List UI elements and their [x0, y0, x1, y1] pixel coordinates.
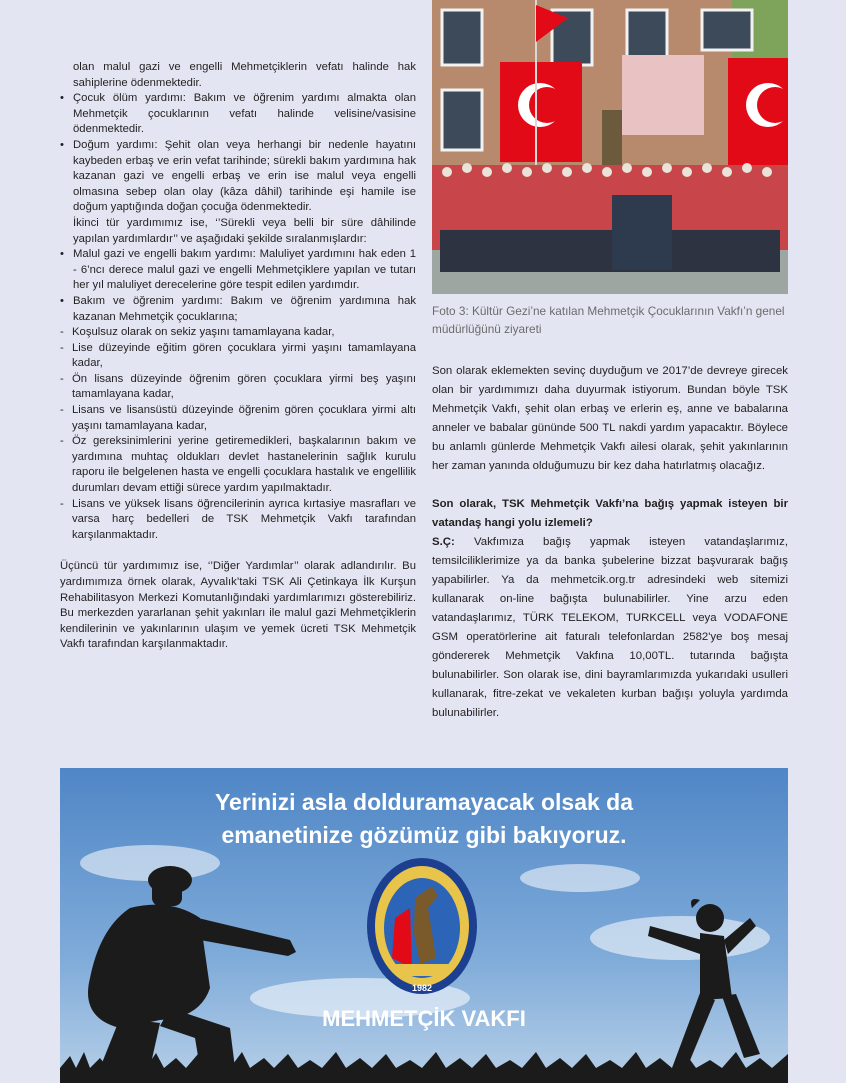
- bullet-item: • Çocuk ölüm yardımı: Bakım ve öğrenim yardımı almakta olan Mehmetçik çocuklarının vefatı halinde velisine/vasisine ödenmektedir.: [60, 92, 416, 136]
- paragraph: olan malul gazi ve engelli Mehmetçiklerin vefatı halinde hak sahiplerine ödenmektedir.: [73, 61, 416, 89]
- dash-item: - Koşulsuz olarak on sekiz yaşını tamamlayana kadar,: [60, 326, 335, 339]
- bullet-item: • Bakım ve öğrenim yardımı: Bakım ve öğrenim yardımına hak kazanan Mehmetçik çocuklarına;: [60, 294, 416, 323]
- logo-year: 1982: [411, 983, 433, 993]
- paragraph: İkinci tür yardımımız ise, ‘’Sürekli veya belli bir süre dâhilinde yapılan yardımlardır’’ ve aşağıdaki şekilde sıralanmışlardır:: [73, 216, 416, 245]
- interview-answer: S.Ç: Vakfımıza bağış yapmak isteyen vatandaşlarımız, temsilciliklerimize ya da banka şubelerine bizzat başvurarak bağış yapabilirler. Ya da mehmetcik.org.tr adresindeki web sitemizi kullanarak on-line bağışta bulunabilirler. Yine arzu eden vatandaşlarımız, TÜRK TELEKOM, TURKCELL veya VODAFONE GSM operatörlerine ait faturalı telefonlardan 2582'ye boş mesaj göndererek Mehmetçik Vakfına 10,00TL. tutarında bağışta bulunabilirler. Son olarak ise, dini bayramlarımızda yukarıdaki usulleri kullanarak, fitre-zekat ve vekaleten kurban bağışı yoluyla yardımda bulunabilirler.: [432, 536, 788, 719]
- bullet-item: • Doğum yardımı: Şehit olan veya herhangi bir nedenle hayatını kaybeden erbaş ve erin vefat tarihinde; sürekli bakım yardımına hak kazanan gazi ve engelli erbaş ve erin ise malul veya engelli olmasına sebep olan olay (kâza dâhil) tarihinde eşi hamile ise doğum yaptığında doğan çocuğa ödenmektedir.: [60, 138, 416, 214]
- dash-item: - Ön lisans düzeyinde öğrenim gören çocuklara yirmi beş yaşını tamamlayana kadar,: [60, 372, 416, 401]
- dash-item: - Lisans ve lisansüstü düzeyinde öğrenim gören çocuklara yirmi altı yaşını tamamlayana kadar,: [60, 404, 416, 432]
- dash-item: - Öz gereksinimlerini yerine getiremedikleri, başkalarının bakım ve yardımına muhtaç oldukları devlet hastanelerinin sağlık kurulu raporu ile belgelenen hasta ve engelli çocuklara hastalık ve engellilik durumları devam ettiği sürece yardım yapılmaktadır.: [60, 435, 416, 495]
- dash-item: - Lise düzeyinde eğitim gören çocuklara yirmi yaşını tamamlayana kadar,: [60, 341, 416, 370]
- ad-banner: [60, 768, 788, 1083]
- group-photo: [432, 0, 788, 294]
- organization-name: MEHMETÇİK VAKFI: [322, 1006, 526, 1031]
- interview-question: Son olarak, TSK Mehmetçik Vakfı’na bağış yapmak isteyen bir vatandaş hangi yolu izlemeli?: [432, 498, 788, 529]
- left-column: [60, 60, 416, 653]
- photo-caption: Foto 3: Kültür Gezi’ne katılan Mehmetçik Çocuklarının Vakfı’n genel müdürlüğünü ziyareti: [432, 304, 785, 336]
- banner-headline: Yerinizi asla dolduramayacak olsak da emanetinize gözümüz gibi bakıyoruz.: [214, 789, 634, 848]
- paragraph: Son olarak eklemekten sevinç duyduğum ve 2017’de devreye girecek olan bir yardımımızı daha duyurmak istiyorum. Bundan böyle TSK Mehmetçik Vakfı, şehit olan erbaş ve erlerin eş, anne ve babalarına anneler ve babalar gününde 500 TL nakdi yardım yapacaktır. Böylece bu anlamlı günlerde Mehmetçik Vakfı ailesi olarak, şehit yakınlarının her zaman yanında olduğumuzu bir kez daha hatırlatmış olacağız.: [432, 365, 788, 472]
- dash-item: - Lisans ve yüksek lisans öğrencilerinin ayrıca kırtasiye masrafları ve varsa harç bedelleri de TSK Mehmetçik Vakfı tarafından karşılanmaktadır.: [60, 497, 416, 541]
- vakif-emblem: [367, 858, 477, 994]
- group-photo-illustration: [432, 0, 788, 294]
- paragraph: Üçüncü tür yardımımız ise, ‘’Diğer Yardımlar’’ olarak adlandırılır. Bu yardımımıza örnek olarak, Ayvalık’taki TSK Ali Çetinkaya İlk Kurşun Rehabilitasyon Merkezi Komutanlığındaki yardımlarımızı gösterebiliriz. Bu merkezden yararlanan şehit yakınları ile malul gazi Mehmetçiklerin kendilerinin ve yakınlarının ulaşım ve yemek ücreti TSK Mehmetçik Vakfı tarafından karşılanmaktadır.: [60, 560, 416, 651]
- right-column: [432, 362, 788, 723]
- bullet-item: • Malul gazi ve engelli bakım yardımı: Maluliyet yardımını hak eden 1 - 6’ncı derece malul gazi ve engelli Mehmetçiklere yapılan ve tutarı her yıl maluliyet derecelerine göre tespit edilen yardımdır.: [60, 248, 416, 292]
